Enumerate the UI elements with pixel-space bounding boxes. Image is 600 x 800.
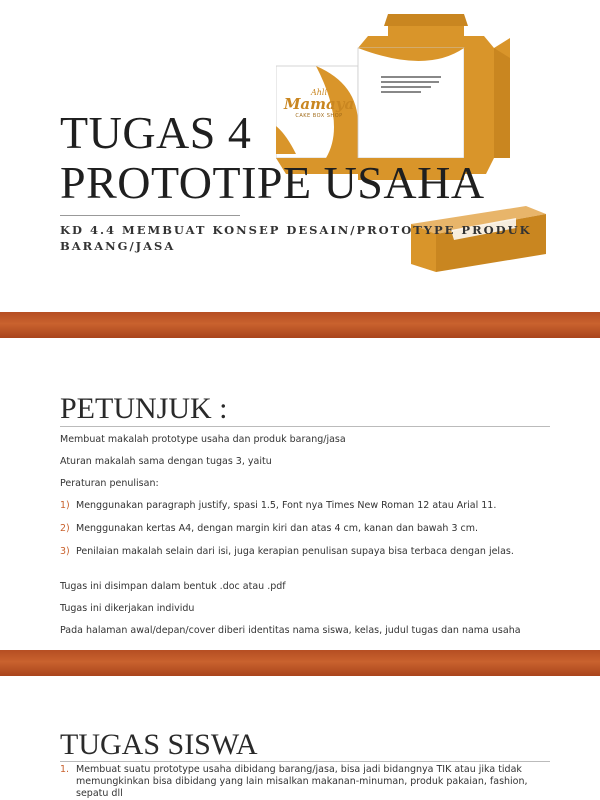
- tugas-siswa-body: [60, 764, 550, 800]
- cover-title-line1: TUGAS 4: [60, 107, 252, 158]
- list-item: [60, 500, 550, 512]
- petunjuk-line: Membuat makalah prototype usaha dan produk barang/jasa: [60, 434, 346, 445]
- petunjuk-divider: [60, 426, 550, 427]
- list-text: Menggunakan kertas A4, dengan margin kiri dan atas 4 cm, kanan dan bawah 3 cm.: [76, 523, 479, 534]
- box-brand-tagline: CAKE BOX SHOP: [295, 113, 343, 119]
- petunjuk-line: Aturan makalah sama dengan tugas 3, yaitu: [60, 456, 272, 467]
- tugas-siswa-divider: [60, 761, 550, 762]
- petunjuk-line: Peraturan penulisan:: [60, 478, 159, 489]
- list-number: 1): [60, 500, 70, 511]
- petunjuk-slide: [0, 338, 600, 650]
- list-item: [60, 546, 550, 558]
- petunjuk-line: Pada halaman awal/depan/cover diberi identitas nama siswa, kelas, judul tugas dan nama usaha: [60, 625, 521, 636]
- petunjuk-title: PETUNJUK :: [60, 392, 228, 425]
- cover-divider: [60, 215, 240, 216]
- cover-title: [60, 108, 485, 208]
- cover-slide: [0, 0, 600, 312]
- cover-subtitle: KD 4.4 MEMBUAT KONSEP DESAIN/PROTOTYPE PRODUK BARANG/JASA: [60, 223, 532, 253]
- tugas-siswa-title: TUGAS SISWA: [60, 728, 258, 761]
- box-brand-name: Mamaya: [283, 95, 355, 113]
- petunjuk-line: Tugas ini dikerjakan individu: [60, 603, 195, 614]
- slide-separator-band: [0, 650, 600, 676]
- tasks-list: [60, 764, 550, 800]
- list-text: Menggunakan paragraph justify, spasi 1.5, Font nya Times New Roman 12 atau Arial 11.: [76, 500, 497, 511]
- cover-title-line2: PROTOTIPE USAHA: [60, 157, 485, 208]
- list-number: 3): [60, 546, 70, 557]
- petunjuk-line: Tugas ini disimpan dalam bentuk .doc atau .pdf: [60, 581, 286, 592]
- list-item: [60, 523, 550, 535]
- tugas-siswa-slide: [0, 676, 600, 800]
- list-text: Membuat suatu prototype usaha dibidang barang/jasa, bisa jadi bidangnya TIK atau jika tidak memungkinkan bisa dibidang yang lain misalkan makanan-minuman, produk pakaian, fashion, sepatu dll: [76, 764, 528, 799]
- rules-list: [60, 500, 550, 558]
- list-number: 2): [60, 523, 70, 534]
- list-item: [60, 764, 550, 800]
- list-text: Penilaian makalah selain dari isi, juga kerapian penulisan supaya bisa terbaca dengan jelas.: [76, 546, 514, 557]
- slide-separator-band: [0, 312, 600, 338]
- box-brand-top-text: Ahli: [310, 88, 328, 97]
- petunjuk-body: [60, 434, 550, 647]
- list-number: 1.: [60, 764, 70, 775]
